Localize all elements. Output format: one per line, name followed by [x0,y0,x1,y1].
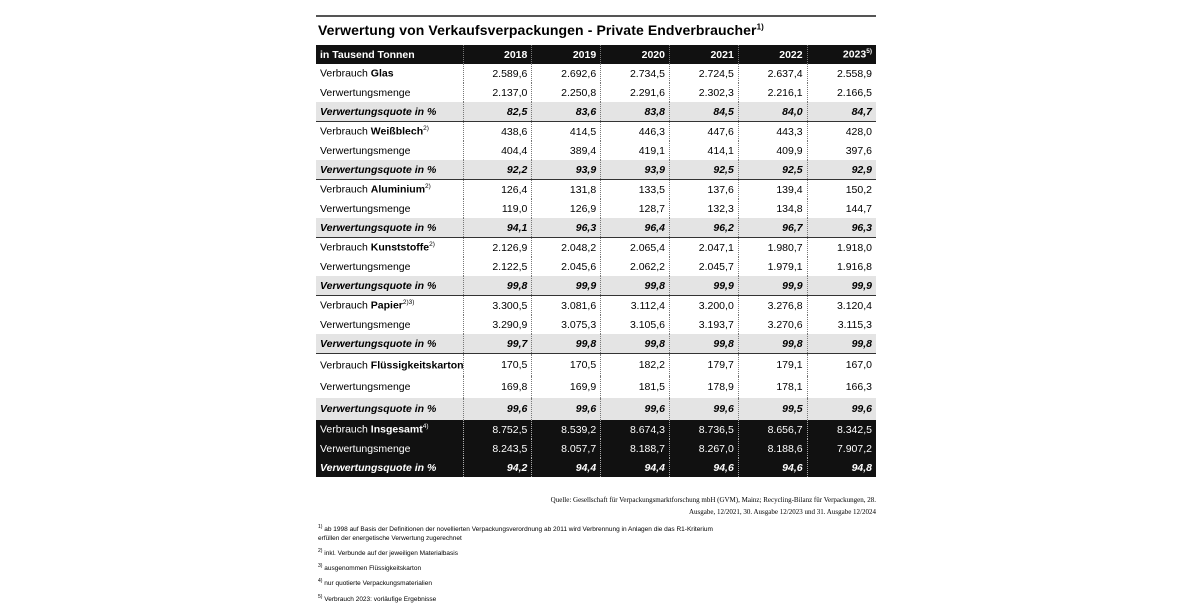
footnote [318,547,713,558]
footnote-text: inkl. Verbunde auf der jeweiligen Materialbasis [324,550,458,558]
value-cell: 2.216,1 [738,83,807,102]
value-cell: 182,2 [601,354,670,377]
value-cell: 83,6 [532,102,601,122]
unit-header: in Tausend Tonnen [320,48,415,61]
recovery-row [316,257,876,276]
value-cell: 1.918,0 [807,238,876,258]
header-row [316,45,876,64]
data-table [316,45,876,477]
value-cell: 131,8 [532,180,601,200]
value-cell: 94,6 [669,458,738,477]
value-cell: 447,6 [669,122,738,142]
row-label-prefix: Verbrauch [320,423,371,436]
consumption-row [316,354,876,377]
value-cell: 93,9 [601,160,670,180]
footnote-text: ausgenommen Flüssigkeitskarton [324,565,422,573]
value-cell: 443,3 [738,122,807,142]
value-cell: 419,1 [601,141,670,160]
value-cell: 2.045,7 [669,257,738,276]
value-cell: 99,8 [601,276,670,296]
value-cell: 397,6 [807,141,876,160]
year-header: 2020 [601,45,670,64]
value-cell: 3.276,8 [738,296,807,316]
value-cell: 84,7 [807,102,876,122]
title-text: Verwertung von Verkaufsverpackungen - Private Endverbraucher [318,22,757,38]
source-line: Ausgabe, 12/2021, 30. Ausgabe 12/2023 und 31. Ausgabe 12/2024 [688,508,876,516]
value-cell: 82,5 [463,102,532,122]
value-cell: 2.065,4 [601,238,670,258]
value-cell: 99,8 [532,334,601,354]
row-label-prefix: Verbrauch [320,359,371,372]
value-cell: 99,9 [807,276,876,296]
value-cell: 8.656,7 [738,420,807,439]
value-cell: 8.736,5 [669,420,738,439]
value-cell: 428,0 [807,122,876,142]
row-label [316,238,463,258]
row-label: Verwertungsmenge [320,381,411,393]
footnote [318,577,713,588]
value-cell: 389,4 [532,141,601,160]
footnote-text: ab 1998 auf Basis der Definitionen der novellierten Verpackungsverordnung ab 2011 wird Verbrennung in Anlagen die das R1-Kriterium [324,526,713,534]
value-cell: 3.081,6 [532,296,601,316]
row-label [316,420,463,439]
row-label: Verwertungsquote in % [316,160,463,180]
value-cell: 99,6 [601,398,670,420]
value-cell: 2.734,5 [601,64,670,83]
value-cell: 178,1 [738,376,807,398]
value-cell: 2.047,1 [669,238,738,258]
material-name: Flüssigkeitskarton [370,359,464,372]
source-line: Quelle: Gesellschaft für Verpackungsmarktforschung mbH (GVM), Mainz; Recycling-Bilanz für Verpackungen, 28. [550,496,876,504]
footnote [318,523,713,543]
row-label: Verwertungsmenge [320,144,411,157]
row-label: Verwertungsquote in % [316,218,463,238]
row-label: Verwertungsquote in % [316,102,463,122]
value-cell: 8.342,5 [807,420,876,439]
value-cell: 438,6 [463,122,532,142]
value-cell: 3.115,3 [807,315,876,334]
value-cell: 3.290,9 [463,315,532,334]
value-cell: 126,4 [463,180,532,200]
source-note [516,494,876,518]
value-cell: 2.558,9 [807,64,876,83]
title-footnote-mark: 1) [756,22,764,32]
value-cell: 8.057,7 [532,439,601,458]
material-name: Papier [370,299,403,312]
value-cell: 2.692,6 [532,64,601,83]
value-cell: 179,1 [738,354,807,377]
value-cell: 139,4 [738,180,807,200]
recovery-row [316,315,876,334]
year-header [807,45,876,64]
row-label: Verwertungsquote in % [316,334,463,354]
value-cell: 3.075,3 [532,315,601,334]
row-label: Verwertungsquote in % [316,458,463,477]
quote-row [316,218,876,238]
value-cell: 96,3 [532,218,601,238]
recovery-row [316,439,876,458]
material-footnote-mark: 2) [425,183,431,191]
value-cell: 126,9 [532,199,601,218]
material-name: Kunststoffe [370,241,430,254]
footnotes [318,523,713,608]
value-cell: 2.045,6 [532,257,601,276]
row-label: Verwertungsquote in % [316,276,463,296]
quote-row [316,458,876,477]
value-cell: 169,9 [532,376,601,398]
material-name: Glas [370,67,394,80]
footnote-mark: 1) [318,524,323,530]
value-cell: 96,2 [669,218,738,238]
value-cell: 1.979,1 [738,257,807,276]
value-cell: 8.752,5 [463,420,532,439]
value-cell: 132,3 [669,199,738,218]
value-cell: 99,6 [532,398,601,420]
value-cell: 94,1 [463,218,532,238]
value-cell: 93,9 [532,160,601,180]
material-footnote-mark: 2)3) [402,299,415,307]
material-footnote-mark: 2) [429,241,435,249]
footnote-text: Verbrauch 2023: vorläufige Ergebnisse [324,595,437,603]
footnote [318,593,713,604]
row-label [316,354,463,377]
footnote-text-cont: erfüllen der energetische Verwertung zugerechnet [318,535,462,543]
year-header-text: 2023 [842,48,867,61]
value-cell: 128,7 [601,199,670,218]
year-header: 2022 [738,45,807,64]
row-label-prefix: Verbrauch [320,67,371,80]
total-body [316,420,876,477]
row-label [316,64,463,83]
value-cell: 2.589,6 [463,64,532,83]
value-cell: 99,8 [601,334,670,354]
value-cell: 94,2 [463,458,532,477]
quote-row [316,276,876,296]
row-label-prefix: Verbrauch [320,299,371,312]
table-sheet [316,0,876,602]
value-cell: 96,4 [601,218,670,238]
value-cell: 1.916,8 [807,257,876,276]
value-cell: 2.126,9 [463,238,532,258]
value-cell: 2.302,3 [669,83,738,102]
value-cell: 2.291,6 [601,83,670,102]
year-header: 2019 [532,45,601,64]
value-cell: 92,5 [738,160,807,180]
value-cell: 3.200,0 [669,296,738,316]
consumption-row [316,122,876,142]
material-name: Aluminium [370,183,426,196]
value-cell: 3.120,4 [807,296,876,316]
value-cell: 1.980,7 [738,238,807,258]
row-label: Verwertungsquote in % [316,398,463,420]
value-cell: 99,6 [669,398,738,420]
row-label: Verwertungsmenge [320,260,411,273]
value-cell: 92,9 [807,160,876,180]
value-cell: 404,4 [463,141,532,160]
value-cell: 94,4 [532,458,601,477]
value-cell: 181,5 [601,376,670,398]
quote-row [316,334,876,354]
row-label-prefix: Verbrauch [320,183,371,196]
value-cell: 99,8 [807,334,876,354]
value-cell: 99,8 [463,276,532,296]
value-cell: 2.724,5 [669,64,738,83]
value-cell: 8.188,7 [601,439,670,458]
value-cell: 84,5 [669,102,738,122]
recovery-row [316,141,876,160]
value-cell: 8.267,0 [669,439,738,458]
value-cell: 2.166,5 [807,83,876,102]
row-label: Verwertungsmenge [316,439,463,458]
value-cell: 170,5 [463,354,532,377]
value-cell: 99,7 [463,334,532,354]
value-cell: 409,9 [738,141,807,160]
value-cell: 150,2 [807,180,876,200]
value-cell: 166,3 [807,376,876,398]
year-header: 2021 [669,45,738,64]
value-cell: 99,9 [532,276,601,296]
value-cell: 99,9 [669,276,738,296]
value-cell: 167,0 [807,354,876,377]
footnote-mark: 4) [318,578,323,585]
footnote-mark: 5) [318,593,323,600]
consumption-row [316,180,876,200]
value-cell: 96,7 [738,218,807,238]
footnote [318,562,713,573]
year-footnote-mark: 5) [866,48,872,56]
value-cell: 99,6 [807,398,876,420]
consumption-row [316,238,876,258]
value-cell: 119,0 [463,199,532,218]
value-cell: 2.048,2 [532,238,601,258]
value-cell: 134,8 [738,199,807,218]
page-title [318,22,764,38]
row-label [316,296,463,316]
value-cell: 178,9 [669,376,738,398]
value-cell: 414,1 [669,141,738,160]
value-cell: 2.250,8 [532,83,601,102]
value-cell: 2.637,4 [738,64,807,83]
value-cell: 94,4 [601,458,670,477]
material-footnote-mark: 4) [422,423,429,431]
row-label [316,122,463,142]
value-cell: 96,3 [807,218,876,238]
value-cell: 414,5 [532,122,601,142]
value-cell: 446,3 [601,122,670,142]
recovery-row [316,376,876,398]
material-footnote-mark: 2) [423,125,429,133]
value-cell: 94,6 [738,458,807,477]
value-cell: 8.188,6 [738,439,807,458]
value-cell: 133,5 [601,180,670,200]
footnote-mark: 3) [318,563,323,570]
consumption-row [316,64,876,83]
value-cell: 137,6 [669,180,738,200]
value-cell: 3.270,6 [738,315,807,334]
recovery-row [316,199,876,218]
value-cell: 8.674,3 [601,420,670,439]
value-cell: 2.122,5 [463,257,532,276]
value-cell: 3.105,6 [601,315,670,334]
value-cell: 92,2 [463,160,532,180]
value-cell: 2.137,0 [463,83,532,102]
value-cell: 179,7 [669,354,738,377]
value-cell: 99,8 [669,334,738,354]
row-label: Verwertungsmenge [320,86,411,99]
quote-row [316,398,876,420]
year-header: 2018 [463,45,532,64]
value-cell: 2.062,2 [601,257,670,276]
row-label [316,180,463,200]
value-cell: 8.243,5 [463,439,532,458]
material-name: Insgesamt [370,423,423,436]
top-rule [316,15,876,17]
value-cell: 84,0 [738,102,807,122]
value-cell: 170,5 [532,354,601,377]
recovery-row [316,83,876,102]
value-cell: 99,9 [738,276,807,296]
row-label-prefix: Verbrauch [320,241,371,254]
footnote-text: nur quotierte Verpackungsmaterialien [324,580,432,588]
row-label: Verwertungsmenge [320,202,411,215]
quote-row [316,160,876,180]
value-cell: 169,8 [463,376,532,398]
groups-body [316,64,876,420]
footnote-mark: 2) [318,548,323,555]
value-cell: 7.907,2 [807,439,876,458]
quote-row [316,102,876,122]
value-cell: 144,7 [807,199,876,218]
value-cell: 94,8 [807,458,876,477]
value-cell: 3.193,7 [669,315,738,334]
value-cell: 3.300,5 [463,296,532,316]
value-cell: 8.539,2 [532,420,601,439]
row-label: Verwertungsmenge [320,318,411,331]
value-cell: 3.112,4 [601,296,670,316]
consumption-row [316,420,876,439]
value-cell: 99,5 [738,398,807,420]
value-cell: 99,6 [463,398,532,420]
value-cell: 99,8 [738,334,807,354]
row-label-prefix: Verbrauch [320,125,371,138]
material-name: Weißblech [370,125,424,138]
value-cell: 92,5 [669,160,738,180]
value-cell: 83,8 [601,102,670,122]
consumption-row [316,296,876,316]
